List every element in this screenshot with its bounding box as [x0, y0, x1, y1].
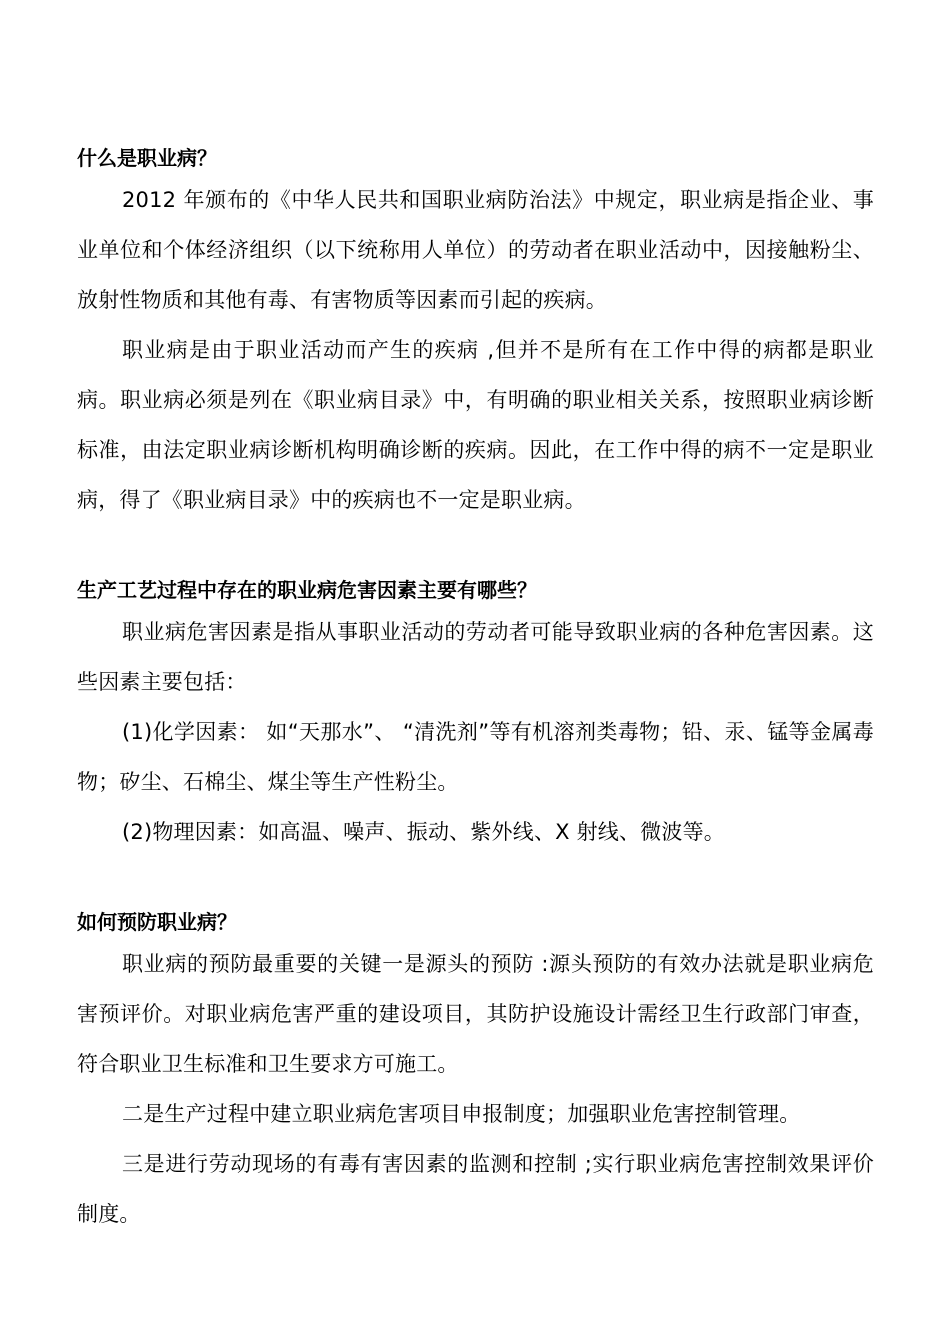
section-what-is-occupational-disease [77, 141, 874, 525]
paragraph: 职业病的预防最重要的关键一是源头的预防 :源头预防的有效办法就是职业病危害预评价。对职业病危害严重的建设项目，其防护设施设计需经卫生行政部门审查，符合职业卫生标准和卫生要求方可施工。 [77, 952, 874, 1076]
document-body [77, 141, 874, 1239]
paragraph: 2012 年颁布的《中华人民共和国职业病防治法》中规定，职业病是指企业、事业单位和个体经济组织（以下统称用人单位）的劳动者在职业活动中，因接触粉尘、放射性物质和其他有毒、有害物质等因素而引起的疾病。 [77, 188, 874, 312]
paragraph: 二是生产过程中建立职业病危害项目申报制度；加强职业危害控制管理。 [122, 1102, 801, 1126]
section-prevention [77, 905, 874, 1239]
paragraph: 职业病危害因素是指从事职业活动的劳动者可能导致职业病的各种危害因素。这些因素主要包括： [77, 620, 874, 694]
section-heading: 什么是职业病？ [77, 146, 217, 170]
paragraph: 三是进行劳动现场的有毒有害因素的监测和控制 ;实行职业病危害控制效果评价制度。 [77, 1152, 874, 1226]
section-heading: 生产工艺过程中存在的职业病危害因素主要有哪些？ [77, 578, 537, 602]
paragraph: 职业病是由于职业活动而产生的疾病 ,但并不是所有在工作中得的病都是职业病。职业病必须是列在《职业病目录》中，有明确的职业相关关系，按照职业病诊断标准，由法定职业病诊断机构明确诊断的疾病。因此，在工作中得的病不一定是职业病，得了《职业病目录》中的疾病也不一定是职业病。 [77, 338, 874, 512]
section-hazard-factors [77, 573, 874, 857]
list-item: (2)物理因素：如高温、噪声、振动、紫外线、X 射线、微波等。 [122, 820, 726, 844]
section-heading: 如何预防职业病？ [77, 910, 237, 934]
list-item: (1)化学因素： 如“天那水”、 “清洗剂”等有机溶剂类毒物；铅、汞、锰等金属毒物；矽尘、石棉尘、煤尘等生产性粉尘。 [77, 720, 874, 794]
